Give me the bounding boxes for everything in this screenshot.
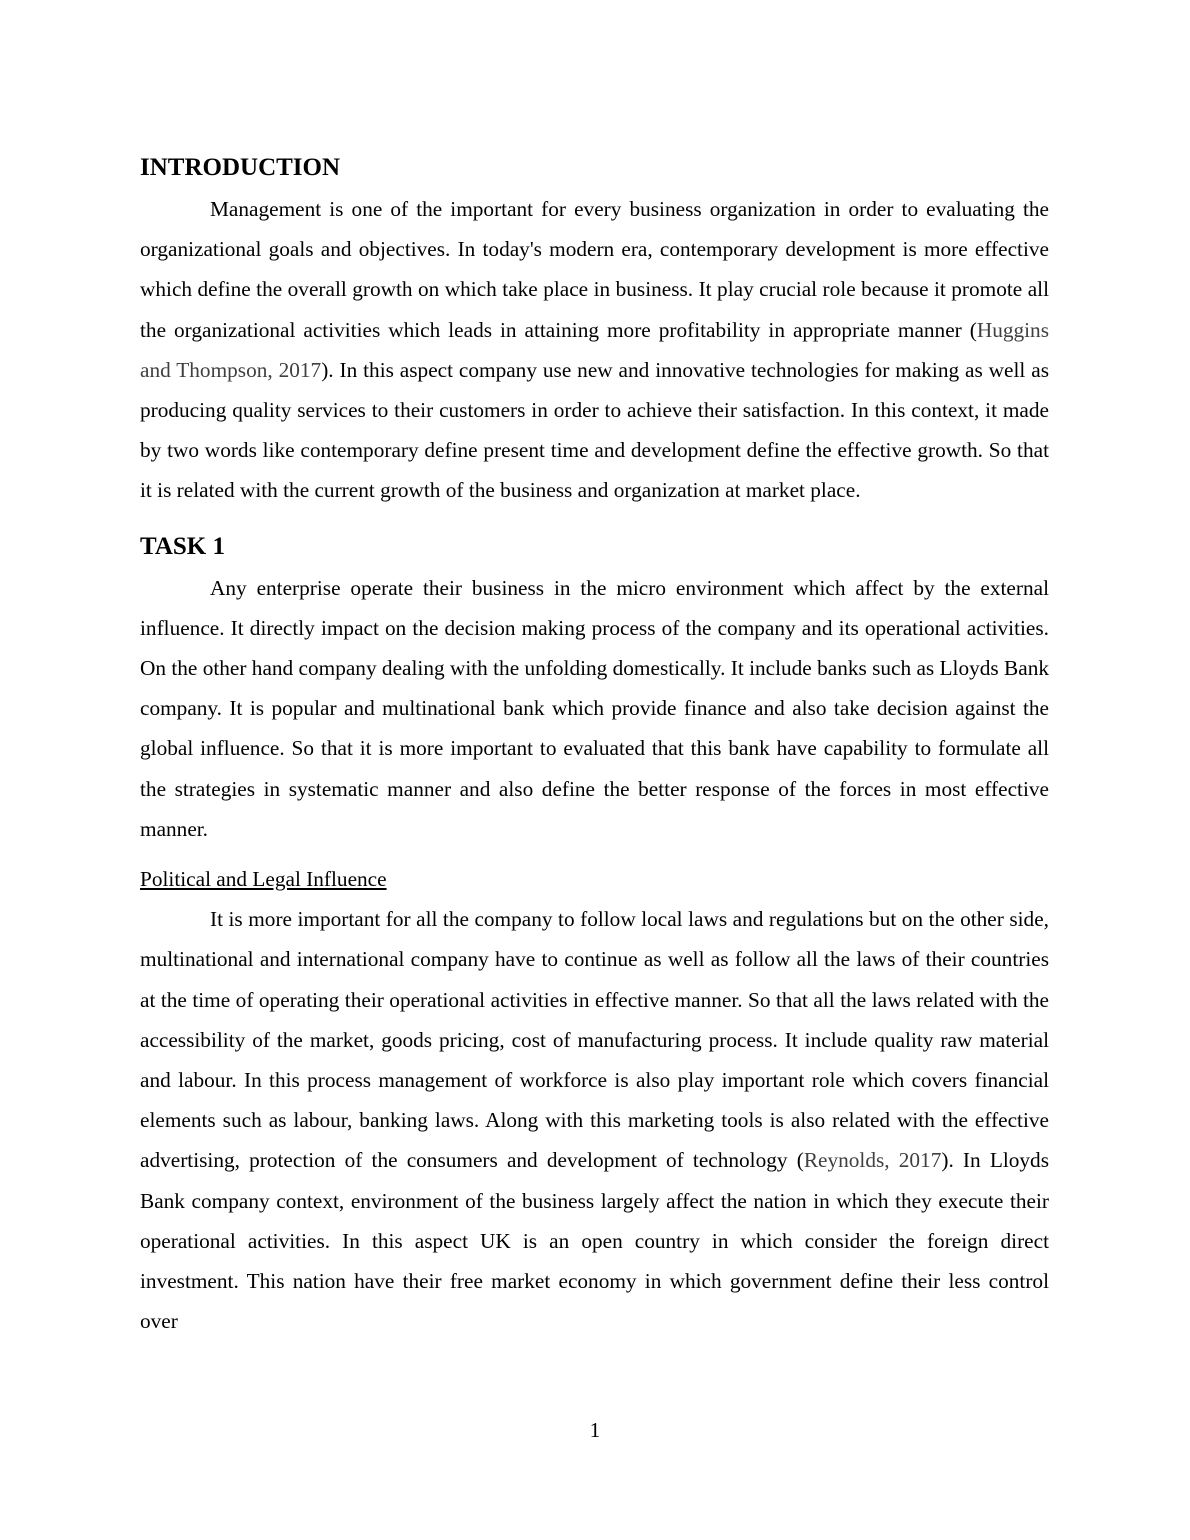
introduction-text-part-1: Management is one of the important for every business organization in order to evaluating the organizational goals and objectives. In today's modern era, contemporary development is more effective which define the overall growth on which take place in business. It play crucial role because it promote all the organizational activities which leads in attaining more profitability in appropriate manner ( <box>140 197 1049 342</box>
introduction-text-part-2: ). In this aspect company use new and innovative technologies for making as well as producing quality services to their customers in order to achieve their satisfaction. In this context, it made by two words like contemporary define present time and development define the effective growth. So that it is related with the current growth of the business and organization at market place. <box>140 357 1049 503</box>
citation-reynolds: Reynolds, 2017 <box>803 1148 942 1173</box>
introduction-paragraph <box>140 189 1049 511</box>
citation-huggins-thompson: Huggins and Thompson, 2017 <box>140 317 1049 382</box>
page-number: 1 <box>589 1418 601 1442</box>
task1-paragraph: Any enterprise operate their business in the micro environment which affect by the external influence. It directly impact on the decision making process of the company and its operational activities. On the other hand company dealing with the unfolding domestically. It include banks such as Lloyds Bank company. It is popular and multinational bank which provide finance and also take decision against the global influence. So that it is more important to evaluated that this bank have capability to formulate all the strategies in systematic manner and also define the better response of the forces in most effective manner. <box>140 575 1049 841</box>
task1-heading: TASK 1 <box>140 532 225 560</box>
political-text-part-1: It is more important for all the company to follow local laws and regulations but on the other side, multinational and international company have to continue as well as follow all the laws of their countries at the time of operating their operational activities in effective manner. So that all the laws related with the accessibility of the market, goods pricing, cost of manufacturing process. It include quality raw material and labour. In this process management of workforce is also play important role which covers financial elements such as labour, banking laws. Along with this marketing tools is also related with the effective advertising, protection of the consumers and development of technology ( <box>140 907 1049 1173</box>
document-page <box>140 148 1049 1341</box>
introduction-heading: INTRODUCTION <box>140 154 341 181</box>
political-paragraph <box>140 899 1049 1341</box>
political-legal-subheading: Political and Legal Influence <box>140 867 387 892</box>
political-text-part-2: ). In Lloyds Bank company context, environment of the business largely affect the nation in which they execute their operational activities. In this aspect UK is an open country in which consider the foreign direct investment. This nation have their free market economy in which government define their less control over <box>140 1148 1049 1334</box>
